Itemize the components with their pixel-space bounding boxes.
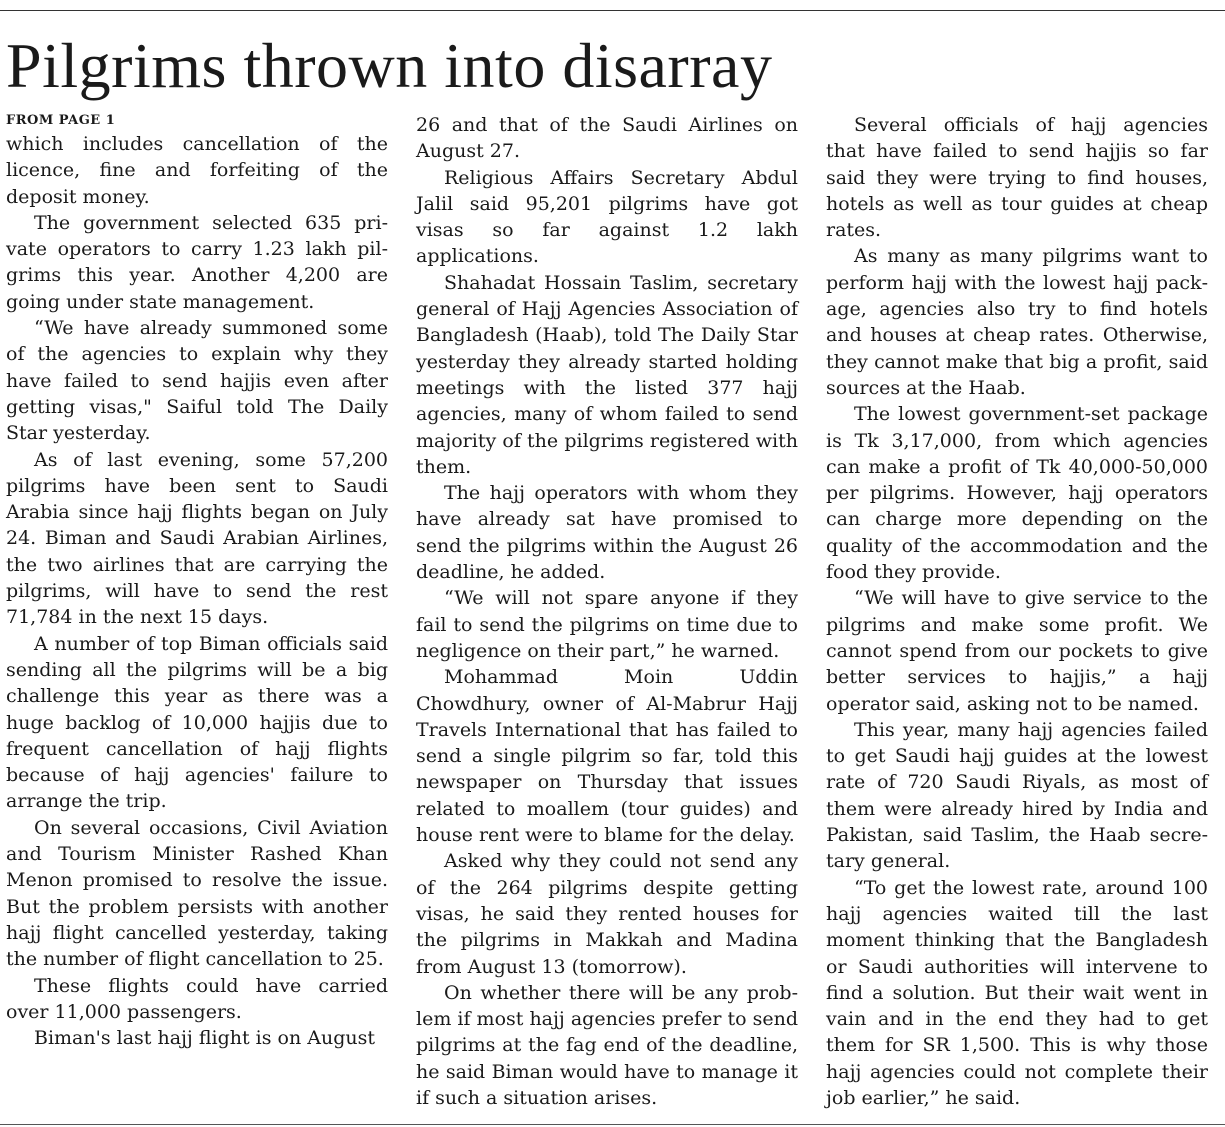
article-paragraph: These flights could have carried over 11,000 passengers. [6, 974, 388, 1023]
article-column-3 [826, 112, 1208, 1111]
top-rule [0, 10, 1225, 11]
article-paragraph: Asked why they could not send any of the 264 pilgrims despite getting visas, he said they rented houses for the pilgrims in Makkah and Madina from August 13 (tomorrow). [416, 850, 798, 978]
article-column-2 [416, 112, 798, 1111]
article-paragraph: “To get the lowest rate, around 100 hajj agencies waited till the last moment thinking that the Bangladesh or Saudi authorities will intervene to find a solution. But their wait went in vain and in the end they had to get them for SR 1,500. This is why those hajj agencies could not complete their job earlier,” he said. [826, 876, 1208, 1109]
article-paragraph: Several officials of hajj agencies that have failed to send hajjis so far said they were trying to find houses, hotels as well as tour guides at cheap rates. [826, 114, 1208, 242]
article-paragraph: This year, many hajj agencies failed to get Saudi hajj guides at the lowest rate of 720 Saudi Riyals, as most of them were already hired by India and Pakistan, said Taslim, the Haab secretary general. [826, 718, 1208, 873]
article-paragraph: 26 and that of the Saudi Airlines on August 27. [416, 114, 798, 163]
headline: Pilgrims thrown into disarray [6, 30, 773, 101]
article-paragraph: Religious Affairs Secretary Abdul Jalil said 95,201 pilgrims have got visas so far against 1.2 lakh applications. [416, 166, 798, 268]
article-paragraph: Biman's last hajj flight is on August [34, 1027, 375, 1050]
article-paragraph: “We have already summoned some of the agencies to explain why they have failed to send hajjis even after getting visas," Saiful told The Daily Star yesterday. [6, 317, 388, 445]
article-column-1 [6, 131, 388, 1051]
article-paragraph: The hajj operators with whom they have already sat have promised to send the pilgrims within the August 26 deadline, he added. [416, 482, 798, 584]
article-paragraph: The government selected 635 private operators to carry 1.23 lakh pilgrims this year. Another 4,200 are going under state management. [6, 211, 388, 313]
article-paragraph: On several occasions, Civil Aviation and Tourism Minister Rashed Khan Menon promised to resolve the issue. But the problem persists with another hajj flight cancelled yesterday, taking the number of flight cancellation to 25. [6, 816, 388, 971]
article-paragraph: “We will have to give service to the pilgrims and make some profit. We cannot spend from our pockets to give better services to hajjis,” a hajj operator said, asking not to be named. [826, 587, 1208, 715]
article-paragraph: Mohammad Moin Uddin Chowdhury, owner of Al-Mabrur Hajj Travels International that has failed to send a single pilgrim so far, told this newspaper on Thursday that issues related to moallem (tour guides) and house rent were to blame for the delay. [416, 666, 798, 847]
bottom-rule [0, 1124, 1225, 1125]
article-paragraph: As of last evening, some 57,200 pilgrims have been sent to Saudi Arabia since hajj flights began on July 24. Biman and Saudi Arabian Airlines, the two airlines that are carrying the pilgrims, will have to send the rest 71,784 in the next 15 days. [6, 448, 388, 629]
article-paragraph: Shahadat Hossain Taslim, secretary general of Hajj Agencies Association of Bangladesh (Haab), told The Daily Star yesterday they already started holding meetings with the listed 377 hajj agencies, many of whom failed to send majority of the pilgrims registered with them. [416, 271, 798, 478]
article-paragraph: The lowest government-set package is Tk 3,17,000, from which agencies can make a profit of Tk 40,000-50,000 per pilgrims. However, hajj operators can charge more depending on the quality of the accommodation and the food they provide. [826, 403, 1208, 584]
article-paragraph: On whether there will be any problem if most hajj agencies prefer to send pilgrims at the fag end of the deadline, he said Biman would have to manage it if such a situation arises. [416, 981, 798, 1109]
article-paragraph: A number of top Biman officials said sending all the pilgrims will be a big challenge this year as there was a huge backlog of 10,000 hajjis due to frequent cancellation of hajj flights because of hajj agencies' failure to arrange the trip. [6, 632, 388, 813]
article-paragraph: which includes cancellation of the licence, fine and forfeiting of the deposit money. [6, 133, 388, 208]
article-paragraph: As many as many pilgrims want to perform hajj with the lowest hajj package, agencies also try to find hotels and houses at cheap rates. Otherwise, they cannot make that big a profit, said sources at the Haab. [826, 245, 1208, 399]
article-paragraph: “We will not spare anyone if they fail to send the pilgrims on time due to negligence on their part,” he warned. [416, 587, 798, 662]
continuation-kicker: FROM PAGE 1 [6, 113, 116, 128]
